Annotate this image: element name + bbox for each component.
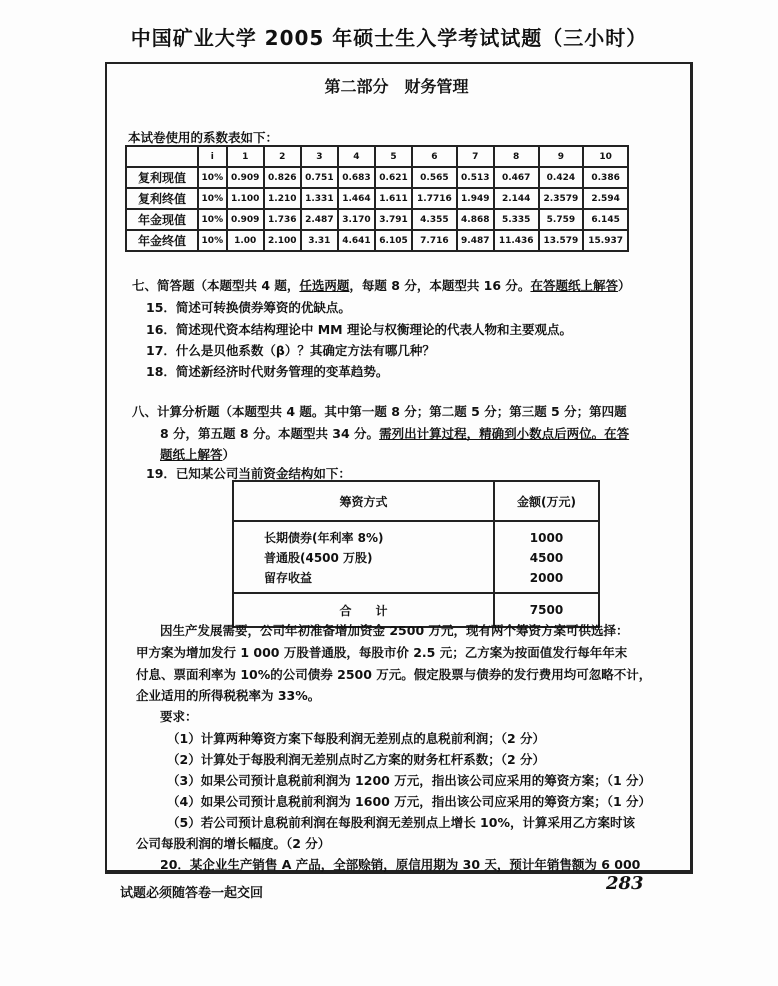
requirement-5: （5）若公司预计息税前利润在每股利润无差别点上增长 10%，计算采用乙方案时该 <box>167 815 635 830</box>
question-20: 20．某企业生产销售 A 产品，全部赊销，原信用期为 30 天，预计年销售额为 6 000 <box>160 857 641 872</box>
requirements-label: 要求： <box>160 709 198 724</box>
q8-heading-line2 <box>160 424 629 442</box>
table-cell: 6.145 <box>583 209 628 230</box>
question-15: 15．简述可转换债券筹资的优缺点。 <box>146 300 351 315</box>
q7-heading-text: 七、简答题（本题型共 4 题， <box>132 278 300 293</box>
table-row <box>126 209 628 230</box>
table-cell: 0.621 <box>375 167 412 188</box>
table-cell: 4.355 <box>412 209 457 230</box>
table-cell: 10% <box>198 188 227 209</box>
page-number: 283 <box>606 873 644 894</box>
exam-title: 中国矿业大学 2005 年硕士生入学考试试题（三小时） <box>130 26 648 50</box>
table-cell: 0.683 <box>338 167 375 188</box>
table-cell: 1.949 <box>457 188 494 209</box>
table-cell: 2.594 <box>583 188 628 209</box>
q8-text: 8 分，第五题 8 分。本题型共 34 分。 <box>160 426 380 441</box>
paragraph-line: 企业适用的所得税税率为 33%。 <box>136 688 321 703</box>
q7-answer-note: 在答题纸上解答 <box>530 278 618 293</box>
table-cell: 0.386 <box>583 167 628 188</box>
q7-heading-text: ） <box>617 278 631 293</box>
question-17: 17．什么是贝他系数（β）？其确定方法有哪几种？ <box>146 343 435 358</box>
q8-heading-line3 <box>160 445 235 463</box>
requirement-4: （4）如果公司预计息税前利润为 1600 万元，指出该公司应采用的筹资方案；（1 分） <box>167 794 651 809</box>
table-intro: 本试卷使用的系数表如下： <box>128 130 279 145</box>
requirement-2: （2）计算处于每股利润无差别点时乙方案的财务杠杆系数；（2 分） <box>167 752 545 767</box>
table-cell: 2.100 <box>264 230 301 251</box>
table-cell: 0.751 <box>301 167 338 188</box>
table-cell: 9.487 <box>457 230 494 251</box>
table-header-row <box>126 146 628 167</box>
table-cell: 0.826 <box>264 167 301 188</box>
table-cell: 4 <box>338 146 375 167</box>
q8-text: ） <box>222 447 236 462</box>
table-cell: 1.7716 <box>412 188 457 209</box>
table-cell: 2.144 <box>494 188 539 209</box>
table-cell: 0.467 <box>494 167 539 188</box>
q7-heading <box>132 276 630 294</box>
table-cell: 3.31 <box>301 230 338 251</box>
amount-bonds: 1000 <box>529 531 564 545</box>
table-header-row <box>233 481 599 521</box>
paragraph-line: 因生产发展需要，公司年初准备增加资金 2500 万元，现有两个筹资方案可供选择： <box>160 623 629 638</box>
table-cell: 10 <box>583 146 628 167</box>
table-cell: 10% <box>198 209 227 230</box>
table-cell: 8 <box>494 146 539 167</box>
table-cell: 0.565 <box>412 167 457 188</box>
coefficient-table <box>125 145 629 252</box>
table-cell: 3.170 <box>338 209 375 230</box>
table-cell: 0.424 <box>539 167 584 188</box>
section-title: 第二部分 财务管理 <box>324 77 469 96</box>
table-cell: 5.335 <box>494 209 539 230</box>
table-cell: 7.716 <box>412 230 457 251</box>
table-cell: 6 <box>412 146 457 167</box>
question-18: 18．简述新经济时代财务管理的变革趋势。 <box>146 364 389 379</box>
table-cell: 2.487 <box>301 209 338 230</box>
table-cell: 5 <box>375 146 412 167</box>
total-amount: 7500 <box>494 593 599 627</box>
table-cell: 0.909 <box>227 209 264 230</box>
table-cell: 10% <box>198 230 227 251</box>
amounts-cell <box>494 521 599 593</box>
methods-cell <box>233 521 494 593</box>
table-cell: 6.105 <box>375 230 412 251</box>
row-label <box>126 146 198 167</box>
question-19: 19．已知某公司当前资金结构如下： <box>146 466 351 481</box>
capital-structure-table <box>232 480 600 628</box>
table-cell: 9 <box>539 146 584 167</box>
total-label: 合 计 <box>339 603 388 618</box>
amount-retained-earnings: 2000 <box>529 571 564 585</box>
table-cell: 10% <box>198 167 227 188</box>
footer-note: 试题必须随答卷一起交回 <box>120 886 264 901</box>
paragraph-line: 甲方案为增加发行 1 000 万股普通股，每股市价 2.5 元；乙方案为按面值发行每年年末 <box>136 645 628 660</box>
table-cell: 1.100 <box>227 188 264 209</box>
table-cell: 3.791 <box>375 209 412 230</box>
table-cell: 1.611 <box>375 188 412 209</box>
table-cell: i <box>198 146 227 167</box>
requirement-5-cont: 公司每股利润的增长幅度。（2 分） <box>136 836 331 851</box>
table-cell: 0.909 <box>227 167 264 188</box>
table-cell: 13.579 <box>539 230 584 251</box>
table-cell: 2 <box>264 146 301 167</box>
row-label: 年金终值 <box>126 230 198 251</box>
table-row <box>126 188 628 209</box>
table-cell: 1.736 <box>264 209 301 230</box>
table-cell: 1.464 <box>338 188 375 209</box>
table-cell: 1.210 <box>264 188 301 209</box>
row-label: 复利终值 <box>126 188 198 209</box>
table-cell: 11.436 <box>494 230 539 251</box>
q8-note: 需列出计算过程，精确到小数点后两位。在答 <box>379 426 630 441</box>
paragraph-line: 付息、票面利率为 10%的公司债券 2500 万元。假定股票与债券的发行费用均可忽略不计， <box>136 667 652 682</box>
table-cell: 2.3579 <box>539 188 584 209</box>
table-cell: 1.00 <box>227 230 264 251</box>
table-body-row <box>233 521 599 593</box>
table-cell: 3 <box>301 146 338 167</box>
method-retained-earnings: 留存收益 <box>264 571 313 585</box>
table-cell: 5.759 <box>539 209 584 230</box>
amount-common-stock: 4500 <box>529 551 564 565</box>
question-16: 16．简述现代资本结构理论中 MM 理论与权衡理论的代表人物和主要观点。 <box>146 322 572 337</box>
q7-heading-text: ，每题 8 分，本题型共 16 分。 <box>349 278 531 293</box>
row-label: 年金现值 <box>126 209 198 230</box>
method-common-stock: 普通股(4500 万股) <box>264 551 373 565</box>
table-cell: 4.868 <box>457 209 494 230</box>
table-cell: 0.513 <box>457 167 494 188</box>
q7-choose-two: 任选两题 <box>299 278 350 293</box>
table-cell: 4.641 <box>338 230 375 251</box>
row-label: 复利现值 <box>126 167 198 188</box>
table-cell: 1 <box>227 146 264 167</box>
table-row <box>126 230 628 251</box>
requirement-1: （1）计算两种筹资方案下每股利润无差别点的息税前利润；（2 分） <box>167 731 545 746</box>
q8-note: 题纸上解答 <box>160 447 223 462</box>
table-cell: 15.937 <box>583 230 628 251</box>
table-cell: 7 <box>457 146 494 167</box>
table-row <box>126 167 628 188</box>
header-method: 筹资方式 <box>233 481 494 521</box>
requirement-3: （3）如果公司预计息税前利润为 1200 万元，指出该公司应采用的筹资方案；（1 分） <box>167 773 651 788</box>
table-cell: 1.331 <box>301 188 338 209</box>
q8-heading-line1: 八、计算分析题（本题型共 4 题。其中第一题 8 分；第二题 5 分；第三题 5 分；第四题 <box>132 404 627 419</box>
method-bonds: 长期债券(年利率 8%) <box>264 531 384 545</box>
header-amount: 金额(万元) <box>494 481 599 521</box>
